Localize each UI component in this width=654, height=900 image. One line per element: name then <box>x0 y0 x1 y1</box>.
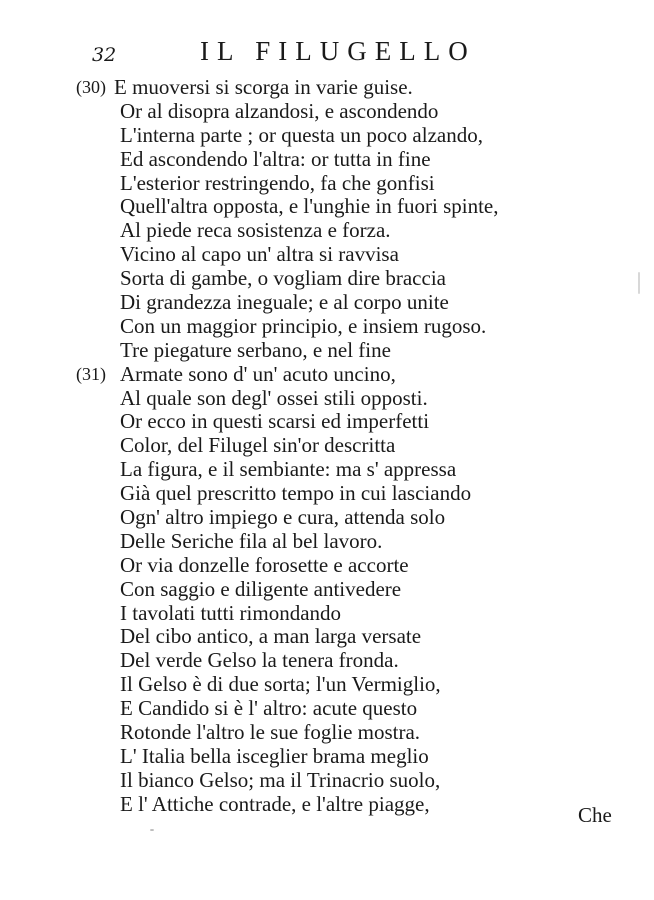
verse-line <box>0 195 654 219</box>
verse-text: Al piede reca sosistenza e forza. <box>120 218 391 243</box>
verse-line <box>0 124 654 148</box>
running-title: IL FILUGELLO <box>200 36 476 66</box>
verse-line <box>0 697 654 721</box>
verse-text: L' Italia bella isceglier brama meglio <box>120 743 429 768</box>
verse-text: Sorta di gambe, o vogliam dire braccia <box>120 266 446 291</box>
verse-text: Color, del Filugel sin'or descritta <box>120 433 396 458</box>
verse-line <box>0 458 654 482</box>
verse-line <box>0 482 654 506</box>
verse-text: E muoversi si scorga in varie guise. <box>114 75 413 99</box>
verse-text: Il Gelso è di due sorta; l'un Vermiglio, <box>120 672 441 697</box>
verse-line <box>0 363 654 387</box>
verse-line <box>0 673 654 697</box>
verse-line <box>0 100 654 124</box>
verse-text: Ed ascondendo l'altra: or tutta in fine <box>120 146 431 171</box>
verse-line <box>0 267 654 291</box>
verse-number: (30) <box>76 77 106 97</box>
verse-text: Già quel prescritto tempo in cui lasciando <box>120 481 472 506</box>
verse-line <box>0 410 654 434</box>
verse-line <box>0 315 654 339</box>
verse-line <box>0 530 654 554</box>
verse-text: Con un maggior principio, e insiem rugoso. <box>120 313 487 338</box>
verse-line <box>0 745 654 769</box>
page-number: 32 <box>92 44 117 66</box>
verse-line <box>0 219 654 243</box>
verse-line <box>0 243 654 267</box>
verse-text: Delle Seriche fila al bel lavoro. <box>120 528 383 553</box>
verse-text: Ogn' altro impiego e cura, attenda solo <box>120 505 446 530</box>
verse-line <box>0 172 654 196</box>
verse-text: Quell'altra opposta, e l'unghie in fuori spinte, <box>120 194 499 219</box>
verse-text: Del verde Gelso la tenera fronda. <box>120 648 399 673</box>
verse-line <box>0 554 654 578</box>
verse-text: Or ecco in questi scarsi ed imperfetti <box>120 409 430 434</box>
poem-text <box>0 76 654 817</box>
verse-text: L'interna parte ; or questa un poco alzando, <box>120 122 483 147</box>
verse-text: Or al disopra alzandosi, e ascondendo <box>120 98 439 123</box>
verse-text: Al quale son degl' ossei stili opposti. <box>120 385 428 410</box>
verse-line <box>0 578 654 602</box>
verse-line <box>0 339 654 363</box>
verse-line <box>0 387 654 411</box>
paper-speck <box>150 829 154 831</box>
verse-text: Rotonde l'altro le sue foglie mostra. <box>120 720 421 745</box>
verse-text: Armate sono d' un' acuto uncino, <box>120 361 396 386</box>
paper-speck <box>638 272 640 294</box>
verse-line <box>0 506 654 530</box>
verse-line <box>0 721 654 745</box>
verse-text: L'esterior restringendo, fa che gonfisi <box>120 170 435 195</box>
verse-line <box>0 291 654 315</box>
verse-text: Il bianco Gelso; ma il Trinacrio suolo, <box>120 767 441 792</box>
verse-line <box>0 602 654 626</box>
verse-text: E Candido si è l' altro: acute questo <box>120 696 418 721</box>
verse-line <box>0 649 654 673</box>
verse-text: La figura, e il sembiante: ma s' appressa <box>120 457 457 482</box>
verse-line <box>0 76 654 100</box>
verse-number: (31) <box>76 363 106 384</box>
verse-line <box>0 148 654 172</box>
verse-text: Vicino al capo un' altra si ravvisa <box>120 242 399 267</box>
page-header <box>0 30 654 70</box>
verse-line <box>0 769 654 793</box>
verse-line <box>0 793 654 817</box>
verse-text: Or via donzelle forosette e accorte <box>120 552 409 577</box>
verse-text: Del cibo antico, a man larga versate <box>120 624 422 649</box>
verse-text: Di grandezza ineguale; e al corpo unite <box>120 290 449 315</box>
catchword: Che <box>578 803 612 827</box>
verse-text: Con saggio e diligente antivedere <box>120 576 402 601</box>
verse-text: E l' Attiche contrade, e l'altre piagge, <box>120 791 430 816</box>
verse-line <box>0 434 654 458</box>
verse-text: I tavolati tutti rimondando <box>120 600 342 625</box>
verse-line <box>0 625 654 649</box>
verse-text: Tre piegature serbano, e nel fine <box>120 337 391 362</box>
